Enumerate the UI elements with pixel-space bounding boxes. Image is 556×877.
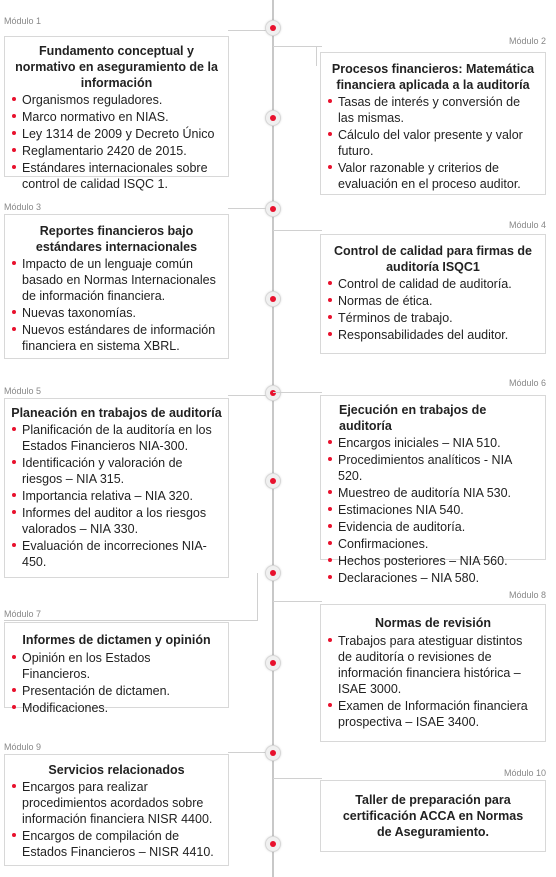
module-6-connector <box>273 392 322 393</box>
module-3-node <box>265 201 281 217</box>
list-item: Encargos para realizar procedimientos acordados sobre información financiera NISR 4400. <box>11 779 222 827</box>
module-8-card <box>320 604 546 742</box>
list-item: Modificaciones. <box>11 700 222 716</box>
module-9-node <box>265 745 281 761</box>
module-4-card <box>320 234 546 354</box>
list-item: Identificación y valoración de riesgos – NIA 315. <box>11 455 222 487</box>
module-4-list <box>327 276 539 343</box>
module-4-node <box>265 291 281 307</box>
list-item: Control de calidad de auditoría. <box>327 276 539 292</box>
list-item: Ley 1314 de 2009 y Decreto Único <box>11 126 222 142</box>
module-9-label: Módulo 9 <box>4 742 42 752</box>
list-item: Declaraciones – NIA 580. <box>327 570 539 586</box>
list-item: Impacto de un lenguaje común basado en Normas Internacionales de información financiera. <box>11 256 222 304</box>
module-6-list <box>327 435 539 586</box>
module-7-label: Módulo 7 <box>4 609 42 619</box>
module-8-connector <box>273 601 322 602</box>
module-4-label: Módulo 4 <box>508 220 546 230</box>
list-item: Hechos posteriores – NIA 560. <box>327 553 539 569</box>
module-2-list <box>327 94 539 192</box>
module-1-label: Módulo 1 <box>4 16 42 26</box>
module-6-label: Módulo 6 <box>508 378 546 388</box>
list-item: Importancia relativa – NIA 320. <box>11 488 222 504</box>
module-4-connector <box>273 230 322 231</box>
list-item: Encargos iniciales – NIA 510. <box>327 435 539 451</box>
list-item: Marco normativo en NIAS. <box>11 109 222 125</box>
list-item: Organismos reguladores. <box>11 92 222 108</box>
module-2-card <box>320 52 546 195</box>
module-10-node <box>265 836 281 852</box>
module-3-label: Módulo 3 <box>4 202 42 212</box>
list-item: Procedimientos analíticos - NIA 520. <box>327 452 539 484</box>
list-item: Tasas de interés y conversión de las mismas. <box>327 94 539 126</box>
list-item: Nuevos estándares de información financiera en sistema XBRL. <box>11 322 222 354</box>
module-8-node <box>265 655 281 671</box>
list-item: Confirmaciones. <box>327 536 539 552</box>
list-item: Examen de Información financiera prospectiva – ISAE 3400. <box>327 698 539 730</box>
module-3-list <box>11 256 222 354</box>
module-5-list <box>11 422 222 570</box>
module-6-title: Ejecución en trabajos de auditoría <box>339 403 487 433</box>
module-5-label: Módulo 5 <box>4 386 42 396</box>
module-7-list <box>11 650 222 716</box>
module-1-list <box>11 92 222 192</box>
module-10-connector <box>273 778 322 779</box>
module-1-node <box>265 20 281 36</box>
list-item: Responsabilidades del auditor. <box>327 327 539 343</box>
module-9-list <box>11 779 222 860</box>
module-7-card <box>4 622 229 715</box>
module-10-label: Módulo 10 <box>503 768 546 778</box>
list-item: Presentación de dictamen. <box>11 683 222 699</box>
module-1-card <box>4 36 229 191</box>
module-6-node <box>265 473 281 489</box>
module-5-connector <box>228 395 266 396</box>
module-1-title: Fundamento conceptual y normativo en aseguramiento de la información <box>15 44 218 90</box>
module-2-node <box>265 110 281 126</box>
list-item: Nuevas taxonomías. <box>11 305 222 321</box>
module-8-list <box>327 633 539 730</box>
module-4-title: Control de calidad para firmas de auditoría ISQC1 <box>334 244 532 274</box>
list-item: Normas de ética. <box>327 293 539 309</box>
list-item: Estándares internacionales sobre control de calidad ISQC 1. <box>11 160 222 192</box>
module-6-card <box>320 395 546 585</box>
module-2-connector <box>273 46 322 111</box>
module-8-label: Módulo 8 <box>508 590 546 600</box>
module-3-card <box>4 214 229 359</box>
module-5-title: Planeación en trabajos de auditoría <box>11 406 222 420</box>
module-7-connector-v <box>257 573 258 621</box>
module-5-node <box>265 385 281 401</box>
module-8-title: Normas de revisión <box>374 616 491 630</box>
module-7-title: Informes de dictamen y opinión <box>22 633 211 647</box>
module-7-node <box>265 565 281 581</box>
module-2-label: Módulo 2 <box>508 36 546 46</box>
module-10-title: Taller de preparación para certificación ACCA en Normas de Aseguramiento. <box>342 792 524 839</box>
module-5-card <box>4 398 229 578</box>
module-10-card <box>320 780 546 852</box>
list-item: Estimaciones NIA 540. <box>327 502 539 518</box>
list-item: Términos de trabajo. <box>327 310 539 326</box>
module-9-title: Servicios relacionados <box>48 763 185 777</box>
list-item: Opinión en los Estados Financieros. <box>11 650 222 682</box>
list-item: Evidencia de auditoría. <box>327 519 539 535</box>
module-9-card <box>4 754 229 866</box>
module-2-title: Procesos financieros: Matemática financiera aplicada a la auditoría <box>331 62 535 92</box>
list-item: Valor razonable y criterios de evaluación en el proceso auditor. <box>327 160 539 192</box>
list-item: Muestreo de auditoría NIA 530. <box>327 485 539 501</box>
list-item: Reglamentario 2420 de 2015. <box>11 143 222 159</box>
list-item: Evaluación de incorreciones NIA-450. <box>11 538 222 570</box>
list-item: Informes del auditor a los riesgos valorados – NIA 330. <box>11 505 222 537</box>
list-item: Encargos de compilación de Estados Financieros – NISR 4410. <box>11 828 222 860</box>
module-7-connector <box>4 620 258 621</box>
list-item: Cálculo del valor presente y valor futuro. <box>327 127 539 159</box>
list-item: Planificación de la auditoría en los Estados Financieros NIA-300. <box>11 422 222 454</box>
module-3-title: Reportes financieros bajo estándares internacionales <box>35 224 198 254</box>
module-3-connector <box>228 208 266 209</box>
list-item: Trabajos para atestiguar distintos de auditoría o revisiones de información financiera histórica – ISAE 3000. <box>327 633 539 697</box>
module-9-connector <box>228 752 266 753</box>
